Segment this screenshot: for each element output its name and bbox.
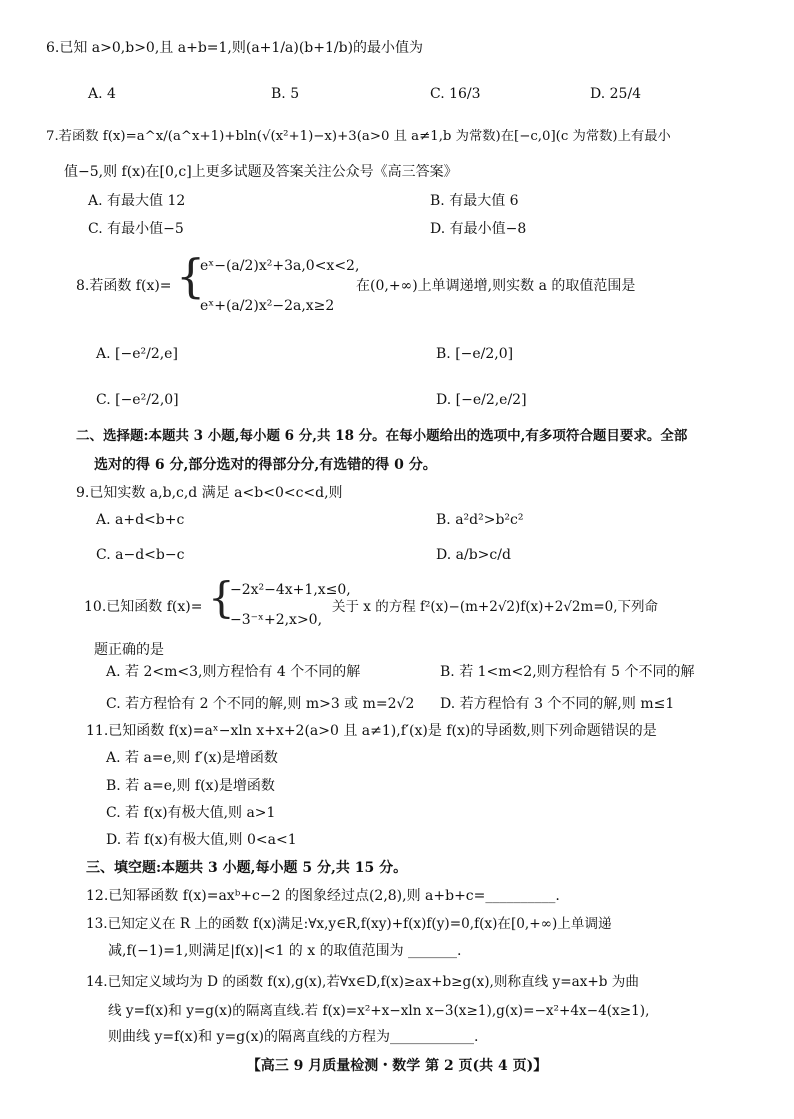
- left-brace-icon: {: [208, 573, 235, 622]
- q14-stem-line1: 14.已知定义域均为 D 的函数 f(x),g(x),若∀x∈D,f(x)≥ax+b≥g(x),则称直线 y=ax+b 为曲: [86, 974, 639, 990]
- q8-label: 8.若函数 f(x)=: [76, 278, 172, 294]
- q10-option-c: C. 若方程恰有 2 个不同的解,则 m>3 或 m=2√2: [106, 696, 415, 712]
- q8-option-a: A. [−e²/2,e]: [96, 346, 178, 362]
- page-footer: 【高三 9 月质量检测・数学 第 2 页(共 4 页)】: [246, 1058, 548, 1074]
- q8-case-1: eˣ−(a/2)x²+3a,0<x<2,: [200, 258, 360, 274]
- q14-stem-line2: 线 y=f(x)和 y=g(x)的隔离直线.若 f(x)=x²+x−xln x−3(x≥1),g(x)=−x²+4x−4(x≥1),: [108, 1003, 650, 1019]
- q9-option-b: B. a²d²>b²c²: [436, 512, 524, 528]
- q7-option-a: A. 有最大值 12: [88, 193, 186, 209]
- q10-tail: 关于 x 的方程 f²(x)−(m+2√2)f(x)+2√2m=0,下列命: [332, 599, 659, 615]
- left-brace-icon: {: [176, 249, 206, 303]
- q7-option-d: D. 有最小值−8: [430, 221, 527, 237]
- q10-case-2: −3⁻ˣ+2,x>0,: [230, 612, 323, 628]
- q14-stem-line3: 则曲线 y=f(x)和 y=g(x)的隔离直线的方程为____________.: [108, 1029, 479, 1045]
- q7-option-c: C. 有最小值−5: [88, 221, 184, 237]
- q7-stem-line2: 值−5,则 f(x)在[0,c]上更多试题及答案关注公众号《高三答案》: [64, 164, 458, 180]
- q9-option-a: A. a+d<b+c: [96, 512, 185, 528]
- q13-stem-line1: 13.已知定义在 R 上的函数 f(x)满足:∀x,y∈R,f(xy)+f(x)f(y)=0,f(x)在[0,+∞)上单调递: [86, 916, 612, 932]
- q7-option-b: B. 有最大值 6: [430, 193, 519, 209]
- q8-option-b: B. [−e/2,0]: [436, 346, 514, 362]
- q10-option-b: B. 若 1<m<2,则方程恰有 5 个不同的解: [440, 664, 695, 680]
- q9-option-d: D. a/b>c/d: [436, 547, 511, 563]
- q8-tail: 在(0,+∞)上单调递增,则实数 a 的取值范围是: [356, 278, 636, 294]
- section-2-heading-line2: 选对的得 6 分,部分选对的得部分分,有选错的得 0 分。: [94, 457, 437, 473]
- q9-stem: 9.已知实数 a,b,c,d 满足 a<b<0<c<d,则: [76, 485, 343, 501]
- q6-option-b: B. 5: [271, 86, 300, 102]
- q8-case-2: eˣ+(a/2)x²−2a,x≥2: [200, 298, 335, 314]
- q7-stem-line1: 7.若函数 f(x)=a^x/(a^x+1)+bln(√(x²+1)−x)+3(a>0 且 a≠1,b 为常数)在[−c,0](c 为常数)上有最小: [46, 129, 671, 144]
- q10-stem-line2: 题正确的是: [94, 642, 164, 658]
- q13-stem-line2: 减,f(−1)=1,则满足|f(x)|<1 的 x 的取值范围为 _______.: [108, 943, 462, 959]
- q8-option-d: D. [−e/2,e/2]: [436, 392, 527, 408]
- q6-option-d: D. 25/4: [590, 86, 642, 102]
- q11-option-d: D. 若 f(x)有极大值,则 0<a<1: [106, 832, 297, 848]
- q10-option-d: D. 若方程恰有 3 个不同的解,则 m≤1: [440, 696, 675, 712]
- q10-label: 10.已知函数 f(x)=: [84, 599, 203, 615]
- section-3-heading: 三、填空题:本题共 3 小题,每小题 5 分,共 15 分。: [86, 860, 408, 876]
- q11-stem: 11.已知函数 f(x)=aˣ−xln x+x+2(a>0 且 a≠1),f′(x)是 f(x)的导函数,则下列命题错误的是: [86, 723, 657, 739]
- q8-option-c: C. [−e²/2,0]: [96, 392, 179, 408]
- q11-option-b: B. 若 a=e,则 f(x)是增函数: [106, 778, 275, 794]
- q12-stem: 12.已知幂函数 f(x)=axᵇ+c−2 的图象经过点(2,8),则 a+b+c=__________.: [86, 888, 560, 904]
- q6-stem: 6.已知 a>0,b>0,且 a+b=1,则(a+1/a)(b+1/b)的最小值为: [46, 40, 424, 56]
- q11-option-c: C. 若 f(x)有极大值,则 a>1: [106, 805, 276, 821]
- q6-option-c: C. 16/3: [430, 86, 481, 102]
- q9-option-c: C. a−d<b−c: [96, 547, 185, 563]
- q11-option-a: A. 若 a=e,则 f′(x)是增函数: [106, 750, 278, 766]
- q10-option-a: A. 若 2<m<3,则方程恰有 4 个不同的解: [106, 664, 361, 680]
- section-2-heading-line1: 二、选择题:本题共 3 小题,每小题 6 分,共 18 分。在每小题给出的选项中,有多项符合题目要求。全部: [76, 428, 688, 444]
- q10-case-1: −2x²−4x+1,x≤0,: [230, 582, 351, 598]
- q6-option-a: A. 4: [88, 86, 116, 102]
